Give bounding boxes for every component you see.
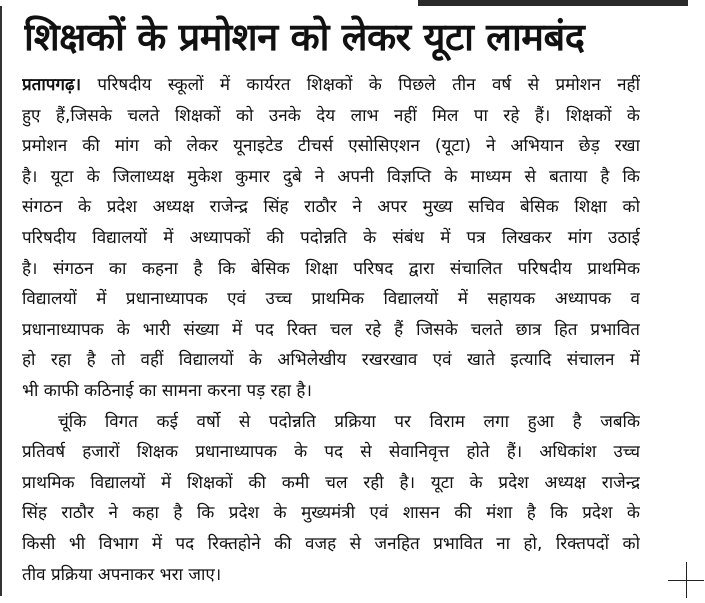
- crop-mark-vertical: [686, 562, 687, 598]
- article-line: संगठन के प्रदेश अध्यक्ष राजेन्द्र सिंह राठौर ने अपर मुख्य सचिव बेसिक शिक्षा को: [22, 197, 640, 218]
- article-line: [22, 70, 640, 101]
- article-headline: शिक्षकों के प्रमोशन को लेकर यूटा लामबंद: [24, 15, 585, 59]
- article-line: हो रहा है तो वहीं विद्यालयों के अभिलेखीय रखरखाव एवं खाते इत्यादि संचालन में: [22, 350, 640, 371]
- article-line: प्रमोशन की मांग को लेकर यूनाइटेड टीचर्स एसोसिएशन (यूटा) ने अभियान छेड़ रखा: [22, 136, 640, 157]
- article-line: भी काफी कठिनाई का सामना करना पड़ रहा है।: [22, 380, 312, 401]
- article-line: प्रतिवर्ष हजारों शिक्षक प्रधानाध्यापक के पद से सेवानिवृत्त होते हैं। अधिकांश उच्च: [22, 442, 640, 463]
- top-photo-edge-dark: [418, 0, 688, 6]
- dateline: प्रतापगढ़।: [22, 75, 82, 95]
- article-line: हुए हैं,जिसके चलते शिक्षकों को उनके देय लाभ नहीं मिल पा रहे हैं। शिक्षकों के: [22, 105, 640, 126]
- article-line: सिंह राठौर ने कहा है कि प्रदेश के मुख्यमंत्री एवं शासन की मंशा है कि प्रदेश के: [22, 503, 640, 524]
- article-line: है। यूटा के जिलाध्यक्ष मुकेश कुमार दुबे ने अपनी विज्ञप्ति के माध्यम से बताया है कि: [22, 166, 640, 187]
- article-line: तीव प्रक्रिया अपनाकर भरा जाए।: [22, 564, 222, 585]
- article-line: परिषदीय विद्यालयों में अध्यापकों की पदोन्नति के संबंध में पत्र लिखकर मांग उठाई: [22, 227, 640, 248]
- article-body: [22, 70, 640, 590]
- article-line: किसी भी विभाग में पद रिक्तहोने की वजह से जनहित प्रभावित ना हो, रिक्तपदों को: [22, 533, 640, 554]
- article-line: प्राथमिक विद्यालयों में शिक्षकों की कमी चल रही है। यूटा के प्रदेश अध्यक्ष राजेन्द्र: [22, 472, 640, 493]
- left-column-rule: [0, 6, 2, 596]
- article-line: प्रधानाध्यापक के भारी संख्या में पद रिक्त चल रहे हैं जिसके चलते छात्र हित प्रभावित: [22, 319, 640, 340]
- crop-mark: [668, 562, 704, 598]
- top-photo-edge: [0, 0, 705, 6]
- article-line: है। संगठन का कहना है कि बेसिक शिक्षा परिषद द्वारा संचालित परिषदीय प्राथमिक: [22, 258, 640, 279]
- article-line: चूंकि विगत कई वर्षो से पदोन्नति प्रक्रिया पर विराम लगा हुआ है जबकि: [58, 411, 640, 432]
- article-line: विद्यालयों में प्रधानाध्यापक एवं उच्च प्राथमिक विद्यालयों में सहायक अध्यापक व: [22, 289, 640, 310]
- article-text: परिषदीय स्कूलों में कार्यरत शिक्षकों के पिछले तीन वर्ष से प्रमोशन नहीं: [81, 75, 640, 95]
